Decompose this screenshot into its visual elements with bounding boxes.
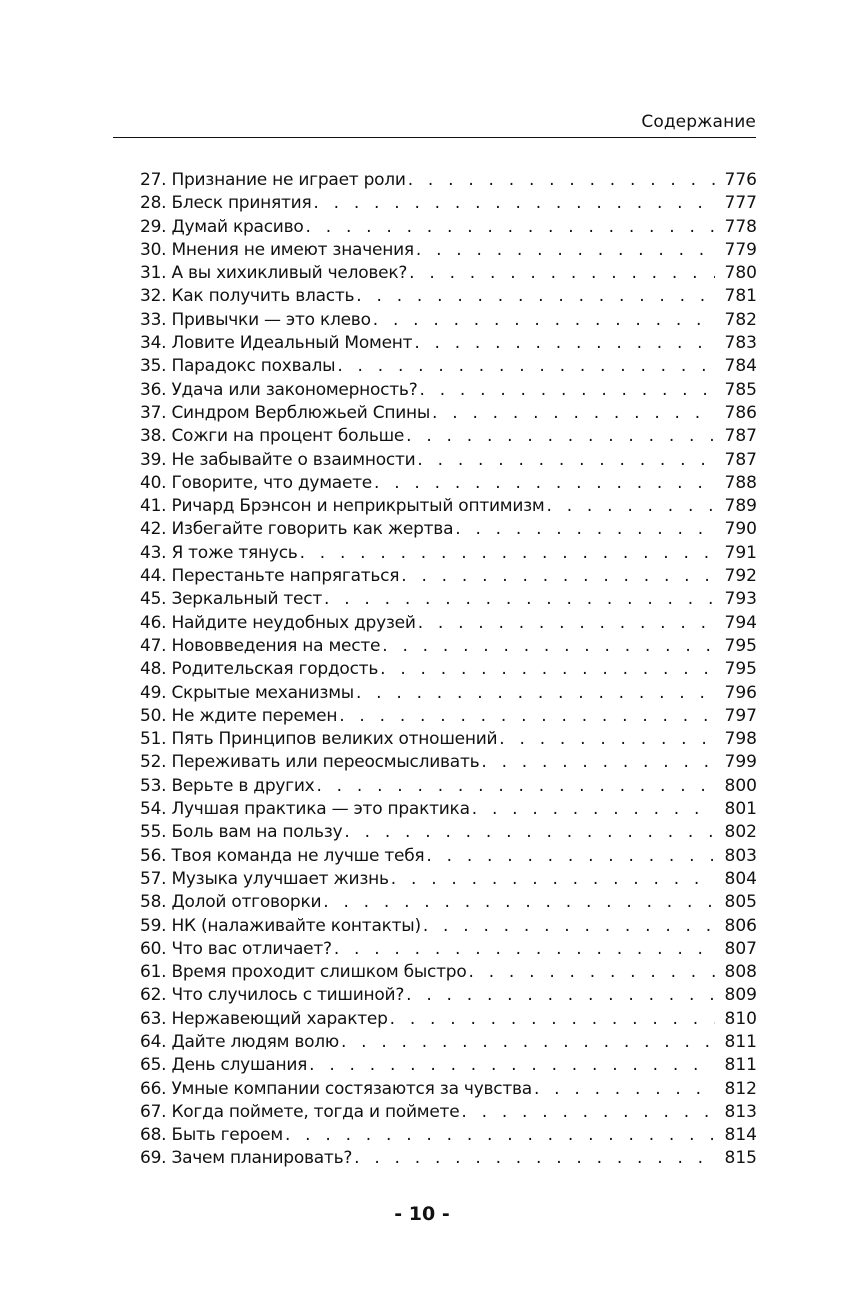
toc-entry-page: 815 xyxy=(724,1148,757,1169)
toc-entry-title: 45. Зеркальный тест xyxy=(140,589,323,610)
table-of-contents xyxy=(140,169,757,1171)
toc-entry-title: 50. Не ждите перемен xyxy=(140,705,338,726)
dot-leader xyxy=(472,798,715,821)
toc-entry xyxy=(140,169,757,192)
dot-leader xyxy=(416,239,715,262)
toc-entry-page: 795 xyxy=(724,635,757,656)
toc-entry xyxy=(140,1031,757,1054)
dot-leader xyxy=(382,635,715,658)
toc-entry-title: 47. Нововведения на месте xyxy=(140,635,381,656)
toc-entry-page: 788 xyxy=(724,472,757,493)
toc-entry-page: 795 xyxy=(724,659,757,680)
toc-entry xyxy=(140,1054,757,1077)
dot-leader xyxy=(406,425,715,448)
toc-entry xyxy=(140,984,757,1007)
toc-entry-page: 798 xyxy=(724,729,757,750)
dot-leader xyxy=(417,449,715,472)
toc-entry-page: 811 xyxy=(724,1055,757,1076)
toc-entry-title: 41. Ричард Брэнсон и неприкрытый оптимизм xyxy=(140,496,545,517)
toc-entry-page: 790 xyxy=(724,519,757,540)
dot-leader xyxy=(391,868,715,891)
header-rule xyxy=(113,137,756,138)
toc-entry-title: 51. Пять Принципов великих отношений xyxy=(140,729,498,750)
toc-entry-title: 46. Найдите неудобных друзей xyxy=(140,612,416,633)
toc-entry-page: 785 xyxy=(724,379,757,400)
dot-leader xyxy=(401,565,715,588)
toc-entry xyxy=(140,262,757,285)
toc-entry-title: 56. Твоя команда не лучше тебя xyxy=(140,845,425,866)
toc-entry-title: 63. Нержавеющий характер xyxy=(140,1008,388,1029)
dot-leader xyxy=(409,262,715,285)
toc-entry xyxy=(140,798,757,821)
toc-entry-title: 61. Время проходит слишком быстро xyxy=(140,962,467,983)
toc-entry xyxy=(140,961,757,984)
toc-entry-title: 67. Когда поймете, тогда и поймете xyxy=(140,1101,460,1122)
toc-entry-title: 59. НК (налаживайте контакты) xyxy=(140,915,421,936)
dot-leader xyxy=(300,542,715,565)
toc-entry-title: 48. Родительская гордость xyxy=(140,659,379,680)
toc-entry xyxy=(140,1101,757,1124)
toc-entry xyxy=(140,332,757,355)
toc-entry xyxy=(140,751,757,774)
toc-entry-title: 55. Боль вам на пользу xyxy=(140,822,343,843)
toc-entry xyxy=(140,425,757,448)
toc-entry-title: 31. А вы хихикливый человек? xyxy=(140,263,408,284)
toc-entry xyxy=(140,705,757,728)
toc-entry-title: 35. Парадокс похвалы xyxy=(140,356,336,377)
dot-leader xyxy=(309,1054,715,1077)
toc-entry-page: 777 xyxy=(724,193,757,214)
toc-entry-title: 28. Блеск принятия xyxy=(140,193,312,214)
dot-leader xyxy=(316,775,715,798)
toc-entry-page: 786 xyxy=(724,402,757,423)
dot-leader xyxy=(323,891,715,914)
toc-entry xyxy=(140,658,757,681)
toc-entry xyxy=(140,355,757,378)
dot-leader xyxy=(344,821,715,844)
toc-entry-page: 800 xyxy=(724,775,757,796)
toc-entry xyxy=(140,1147,757,1170)
toc-entry-page: 794 xyxy=(724,612,757,633)
toc-entry xyxy=(140,285,757,308)
dot-leader xyxy=(469,961,716,984)
toc-entry xyxy=(140,891,757,914)
dot-leader xyxy=(356,682,715,705)
toc-entry-page: 812 xyxy=(724,1078,757,1099)
toc-entry-page: 808 xyxy=(724,962,757,983)
toc-entry xyxy=(140,1008,757,1031)
toc-entry-page: 781 xyxy=(724,286,757,307)
toc-entry xyxy=(140,1124,757,1147)
dot-leader xyxy=(341,1031,715,1054)
toc-entry-page: 806 xyxy=(724,915,757,936)
toc-entry-page: 801 xyxy=(724,799,757,820)
dot-leader xyxy=(373,309,715,332)
dot-leader xyxy=(337,355,715,378)
toc-entry-title: 66. Умные компании состязаются за чувства xyxy=(140,1078,532,1099)
toc-entry-page: 789 xyxy=(724,496,757,517)
toc-entry-title: 69. Зачем планировать? xyxy=(140,1148,353,1169)
toc-entry-page: 792 xyxy=(724,566,757,587)
toc-entry-title: 43. Я тоже тянусь xyxy=(140,542,298,563)
dot-leader xyxy=(324,588,715,611)
toc-entry-page: 797 xyxy=(724,705,757,726)
toc-entry-title: 62. Что случилось с тишиной? xyxy=(140,985,405,1006)
toc-entry-title: 27. Признание не играет роли xyxy=(140,170,406,190)
toc-entry-page: 784 xyxy=(724,356,757,377)
toc-entry-page: 814 xyxy=(724,1125,757,1146)
dot-leader xyxy=(455,518,715,541)
toc-entry xyxy=(140,845,757,868)
dot-leader xyxy=(432,402,715,425)
toc-entry xyxy=(140,728,757,751)
toc-entry xyxy=(140,518,757,541)
dot-leader xyxy=(334,938,715,961)
toc-entry-page: 780 xyxy=(724,263,757,284)
dot-leader xyxy=(423,915,715,938)
toc-entry xyxy=(140,449,757,472)
dot-leader xyxy=(414,332,715,355)
toc-entry xyxy=(140,682,757,705)
toc-entry xyxy=(140,565,757,588)
toc-entry-title: 57. Музыка улучшает жизнь xyxy=(140,868,389,889)
dot-leader xyxy=(354,1147,715,1170)
toc-entry xyxy=(140,192,757,215)
toc-entry-page: 778 xyxy=(724,216,757,237)
toc-entry-page: 811 xyxy=(724,1031,757,1052)
toc-entry-page: 803 xyxy=(724,845,757,866)
toc-entry-title: 52. Переживать или переосмысливать xyxy=(140,752,480,773)
toc-entry-page: 787 xyxy=(724,426,757,447)
toc-entry-page: 782 xyxy=(724,309,757,330)
toc-entry-title: 39. Не забывайте о взаимности xyxy=(140,449,416,470)
toc-entry-page: 791 xyxy=(724,542,757,563)
dot-leader xyxy=(356,285,715,308)
dot-leader xyxy=(426,845,715,868)
toc-entry-page: 779 xyxy=(724,239,757,260)
toc-entry-page: 783 xyxy=(724,333,757,354)
dot-leader xyxy=(374,472,715,495)
toc-entry xyxy=(140,379,757,402)
dot-leader xyxy=(534,1078,715,1101)
toc-entry-title: 42. Избегайте говорить как жертва xyxy=(140,519,454,540)
toc-entry-title: 65. День слушания xyxy=(140,1055,308,1076)
toc-entry-title: 49. Скрытые механизмы xyxy=(140,682,354,703)
toc-entry-title: 30. Мнения не имеют значения xyxy=(140,239,414,260)
toc-entry-page: 796 xyxy=(724,682,757,703)
toc-entry xyxy=(140,915,757,938)
dot-leader xyxy=(306,216,715,239)
toc-entry xyxy=(140,542,757,565)
toc-entry-page: 802 xyxy=(724,822,757,843)
dot-leader xyxy=(481,751,715,774)
running-head-title: Содержание xyxy=(641,112,756,132)
toc-entry xyxy=(140,495,757,518)
toc-entry-page: 799 xyxy=(724,752,757,773)
toc-entry-title: 68. Быть героем xyxy=(140,1125,283,1146)
toc-entry-title: 32. Как получить власть xyxy=(140,286,355,307)
toc-entry-title: 58. Долой отговорки xyxy=(140,892,322,913)
toc-entry xyxy=(140,612,757,635)
toc-entry-title: 33. Привычки — это клево xyxy=(140,309,371,330)
dot-leader xyxy=(408,169,715,192)
dot-leader xyxy=(380,658,715,681)
toc-entry xyxy=(140,868,757,891)
toc-entry xyxy=(140,775,757,798)
toc-entry xyxy=(140,402,757,425)
toc-entry-title: 54. Лучшая практика — это практика xyxy=(140,799,470,820)
toc-entry xyxy=(140,239,757,262)
toc-entry-page: 793 xyxy=(724,589,757,610)
toc-entry xyxy=(140,635,757,658)
toc-entry-page: 787 xyxy=(724,449,757,470)
toc-entry xyxy=(140,938,757,961)
toc-entry xyxy=(140,588,757,611)
toc-entry-title: 64. Дайте людям волю xyxy=(140,1031,339,1052)
toc-entry-title: 40. Говорите, что думаете xyxy=(140,472,373,493)
toc-entry xyxy=(140,1078,757,1101)
toc-entry-title: 38. Сожги на процент больше xyxy=(140,426,405,447)
toc-entry-page: 776 xyxy=(724,170,757,190)
toc-entry-title: 29. Думай красиво xyxy=(140,216,304,237)
dot-leader xyxy=(499,728,715,751)
dot-leader xyxy=(406,984,715,1007)
dot-leader xyxy=(390,1008,715,1031)
toc-entry-title: 60. Что вас отличает? xyxy=(140,938,332,959)
toc-entry xyxy=(140,309,757,332)
toc-entry xyxy=(140,821,757,844)
toc-entry xyxy=(140,216,757,239)
toc-entry-page: 805 xyxy=(724,892,757,913)
dot-leader xyxy=(418,612,715,635)
toc-entry-page: 813 xyxy=(724,1101,757,1122)
dot-leader xyxy=(339,705,715,728)
page-number: - 10 - xyxy=(394,1203,450,1225)
dot-leader xyxy=(461,1101,715,1124)
dot-leader xyxy=(419,379,715,402)
toc-entry-page: 807 xyxy=(724,938,757,959)
toc-entry xyxy=(140,472,757,495)
dot-leader xyxy=(547,495,715,518)
toc-entry-page: 809 xyxy=(724,985,757,1006)
toc-entry-page: 804 xyxy=(724,868,757,889)
toc-entry-title: 44. Перестаньте напрягаться xyxy=(140,566,400,587)
toc-entry-title: 53. Верьте в других xyxy=(140,775,315,796)
toc-entry-title: 36. Удача или закономерность? xyxy=(140,379,418,400)
dot-leader xyxy=(313,192,715,215)
toc-entry-title: 37. Синдром Верблюжьей Спины xyxy=(140,402,431,423)
dot-leader xyxy=(285,1124,715,1147)
toc-entry-title: 34. Ловите Идеальный Момент xyxy=(140,333,413,354)
toc-entry-page: 810 xyxy=(724,1008,757,1029)
